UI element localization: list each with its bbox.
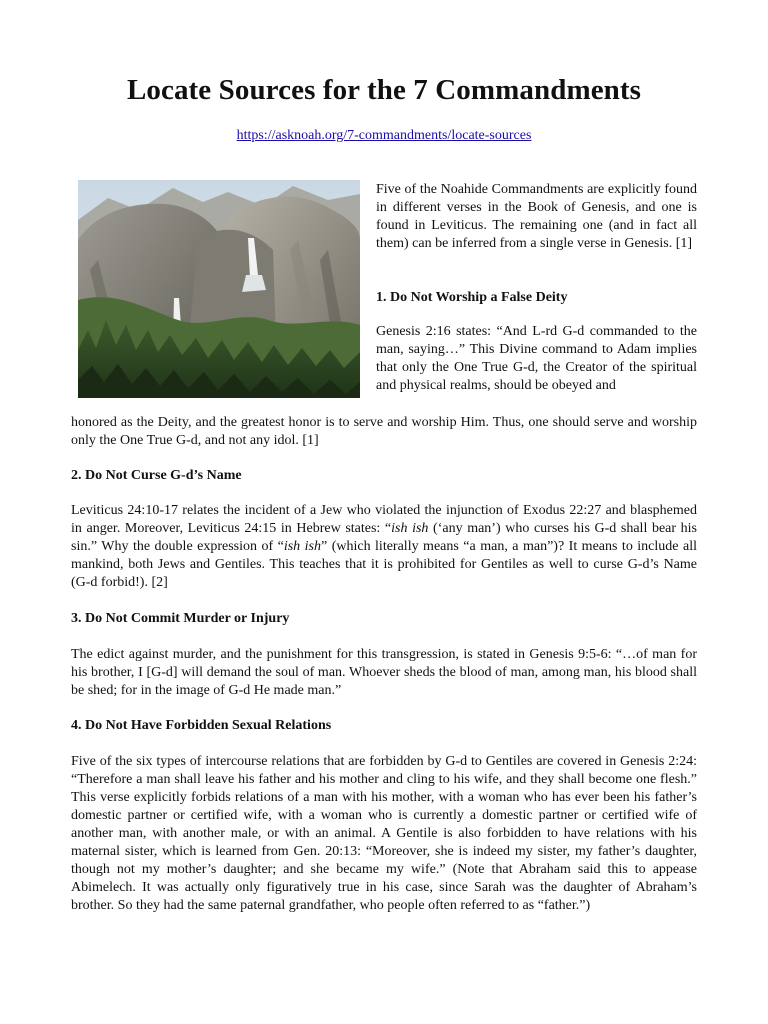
section-2-text-mid: (‘any man’) who curses his G-d shall bear his sin.” Why the double expression of “ bbox=[71, 521, 697, 554]
waterfall-landscape-photo bbox=[78, 180, 360, 398]
section-1-text-right: Genesis 2:16 states: “And L-rd G-d commanded to the man, saying…” This Divine command to Adam implies that only the One True G-d, the Creator of the spiritual and physical realms, should be obeyed and bbox=[376, 324, 697, 393]
section-4-heading: 4. Do Not Have Forbidden Sexual Relations bbox=[71, 718, 332, 733]
section-2-text-after: ” (which literally means “a man, a man”)? It means to include all mankind, both Jews and Gentiles. This teaches that it is prohibited for Gentiles as well to curse G-d’s Name (G-d forbid!). [2] bbox=[71, 539, 697, 590]
section-2-heading: 2. Do Not Curse G-d’s Name bbox=[71, 468, 242, 483]
section-1-heading: 1. Do Not Worship a False Deity bbox=[376, 290, 568, 305]
page-title: Locate Sources for the 7 Commandments bbox=[126, 74, 642, 106]
section-1-text-full: honored as the Deity, and the greatest honor is to serve and worship Him. Thus, one should serve and worship only the One True G-d, and not any idol. [1] bbox=[71, 415, 697, 448]
section-2-text-before: Leviticus 24:10-17 relates the incident of a Jew who violated the injunction of Exodus 22:27 and blasphemed in anger. Moreover, Leviticus 24:15 in Hebrew states: “ bbox=[71, 503, 697, 536]
section-2-italic-1: ish ish bbox=[391, 521, 429, 536]
intro-paragraph: Five of the Noahide Commandments are explicitly found in different verses in the Book of Genesis, and one is found in Leviticus. The remaining one (and in fact all them) can be inferred from a single verse in Genesis. [1] bbox=[376, 182, 697, 251]
section-2-text bbox=[71, 502, 697, 592]
section-3-text: The edict against murder, and the punishment for this transgression, is stated in Genesis 9:5-6: “…of man for his brother, I [G-d] will demand the soul of man. Whoever sheds the blood of man, among man, his blood shall be shed; for in the image of G-d He made man.” bbox=[71, 647, 697, 698]
section-4-text: Five of the six types of intercourse relations that are forbidden by G-d to Gentiles are covered in Genesis 2:24: “Therefore a man shall leave his father and his mother and cling to his wife, and they shall become one flesh.” This verse explicitly forbids relations of a man with his mother, with a woman who has ever been his father’s domestic partner or certified wife, with a woman who is currently a domestic partner or certified wife of another man, with another male, or with an animal. A Gentile is also forbidden to have relations with his maternal sister, which is learned from Gen. 20:13: “Moreover, she is indeed my sister, my father’s daughter, though not my mother’s daughter; and she became my wife.” (Note that Abraham said this to appease Abimelech. It was actually only figuratively true in his case, since Sarah was the daughter of Abraham’s brother. So they had the same paternal grandfather, who people often referred to as “father.”) bbox=[71, 754, 697, 913]
section-3-heading: 3. Do Not Commit Murder or Injury bbox=[71, 611, 290, 626]
source-url-link[interactable]: https://asknoah.org/7-commandments/locate-sources bbox=[236, 128, 532, 143]
section-2-italic-2: ish ish bbox=[283, 539, 321, 554]
